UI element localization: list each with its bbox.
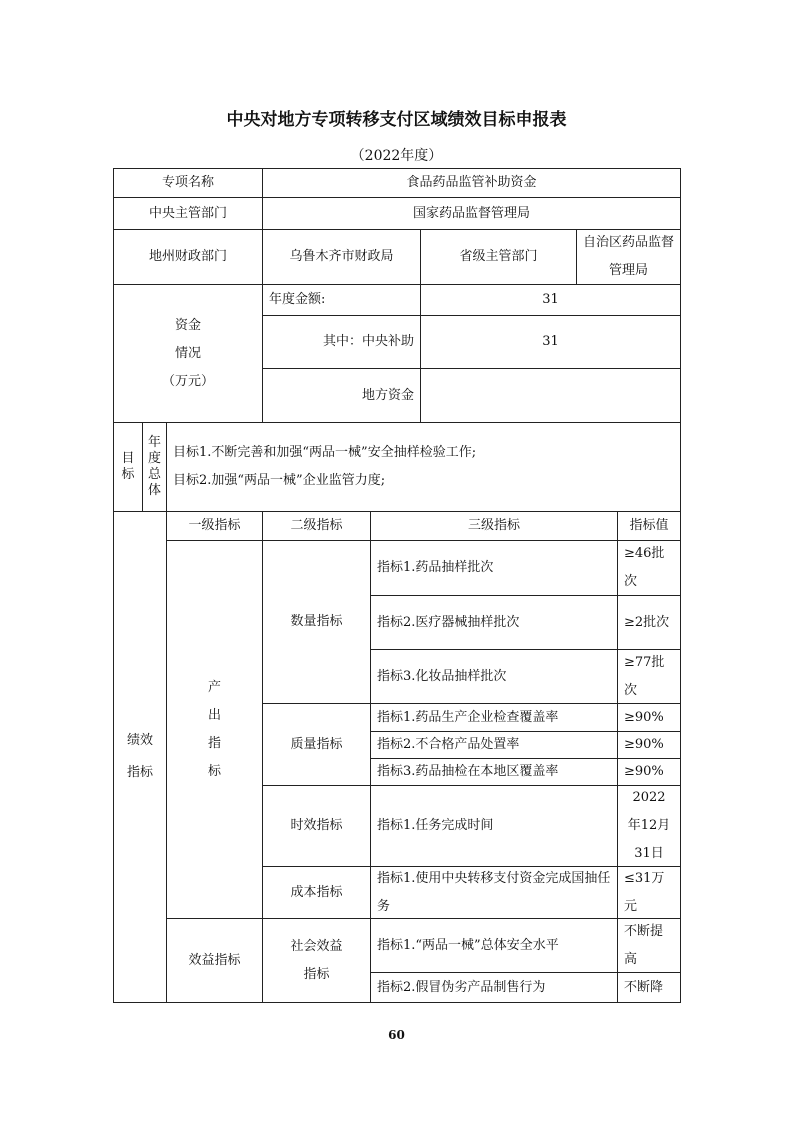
indicator-value: ≤31万元	[617, 866, 681, 919]
indicator-value: ≥77批次	[617, 649, 681, 704]
social-benefit-indicators-label: 社会效益指标	[262, 918, 371, 1003]
indicator-value: ≥90%	[617, 731, 681, 759]
report-year: （2022年度）	[350, 148, 443, 164]
indicator-name: 指标2.不合格产品处置率	[370, 731, 618, 759]
central-subsidy-value: 31	[420, 315, 681, 369]
quantity-indicators-label: 数量指标	[262, 540, 371, 704]
indicator-name: 指标3.化妆品抽样批次	[370, 649, 618, 704]
indicator-value: 2022年12月31日	[617, 785, 681, 867]
central-subsidy-label: 其中：中央补助	[262, 315, 421, 369]
indicator-value: ≥2批次	[617, 595, 681, 650]
cost-indicators-label: 成本指标	[262, 866, 371, 919]
benefit-indicators-label: 效益指标	[166, 918, 263, 1003]
indicator-name: 指标1.药品生产企业检查覆盖率	[370, 703, 618, 732]
quality-indicators-label: 质量指标	[262, 703, 371, 786]
provincial-dept-label: 省级主管部门	[420, 229, 577, 285]
local-funds-label: 地方资金	[262, 368, 421, 423]
project-name-label: 专项名称	[113, 168, 263, 198]
header-value: 指标值	[617, 511, 681, 541]
header-level3: 三级指标	[370, 511, 618, 541]
timeliness-indicators-label: 时效指标	[262, 785, 371, 867]
indicator-name: 指标2.医疗器械抽样批次	[370, 595, 618, 650]
project-name-value: 食品药品监管补助资金	[262, 168, 681, 198]
local-finance-label: 地州财政部门	[113, 229, 263, 285]
indicator-name: 指标1.药品抽样批次	[370, 540, 618, 596]
indicator-value: ≥90%	[617, 758, 681, 786]
goal-item: 目标2.加强“两品一械”企业监管力度;	[173, 473, 386, 488]
indicator-value: 不断降	[617, 972, 681, 1003]
indicator-name: 指标3.药品抽检在本地区覆盖率	[370, 758, 618, 786]
goal-item: 目标1.不断完善和加强“两品一械”安全抽样检验工作;	[173, 445, 477, 460]
indicator-name: 指标2.假冒伪劣产品制售行为	[370, 972, 618, 1003]
funds-label: 资金 情况 （万元）	[113, 284, 263, 423]
annual-amount-value: 31	[420, 284, 681, 316]
indicator-value: ≥90%	[617, 703, 681, 732]
header-level1: 一级指标	[166, 511, 263, 541]
output-indicators-label: 产出指标	[166, 540, 263, 919]
annual-amount-label: 年度金额:	[262, 284, 421, 316]
goals-label: 目标	[113, 422, 143, 512]
indicator-value: 不断提高	[617, 918, 681, 973]
indicators-label: 绩效指标	[113, 511, 167, 1003]
central-dept-value: 国家药品监督管理局	[262, 197, 681, 230]
header-level2: 二级指标	[262, 511, 371, 541]
provincial-dept-value: 自治区药品监督管理局	[576, 229, 681, 285]
page-number: 60	[388, 1028, 405, 1042]
indicator-name: 指标1.使用中央转移支付资金完成国抽任务	[370, 866, 618, 919]
local-finance-value: 乌鲁木齐市财政局	[262, 229, 421, 285]
indicator-name: 指标1.“两品一械”总体安全水平	[370, 918, 618, 973]
document-title: 中央对地方专项转移支付区域绩效目标申报表	[226, 110, 567, 130]
indicator-value: ≥46批次	[617, 540, 681, 596]
goals-content	[166, 422, 681, 512]
local-funds-value	[420, 368, 681, 423]
central-dept-label: 中央主管部门	[113, 197, 263, 230]
indicator-name: 指标1.任务完成时间	[370, 785, 618, 867]
goals-sublabel: 年度总体	[142, 422, 167, 512]
